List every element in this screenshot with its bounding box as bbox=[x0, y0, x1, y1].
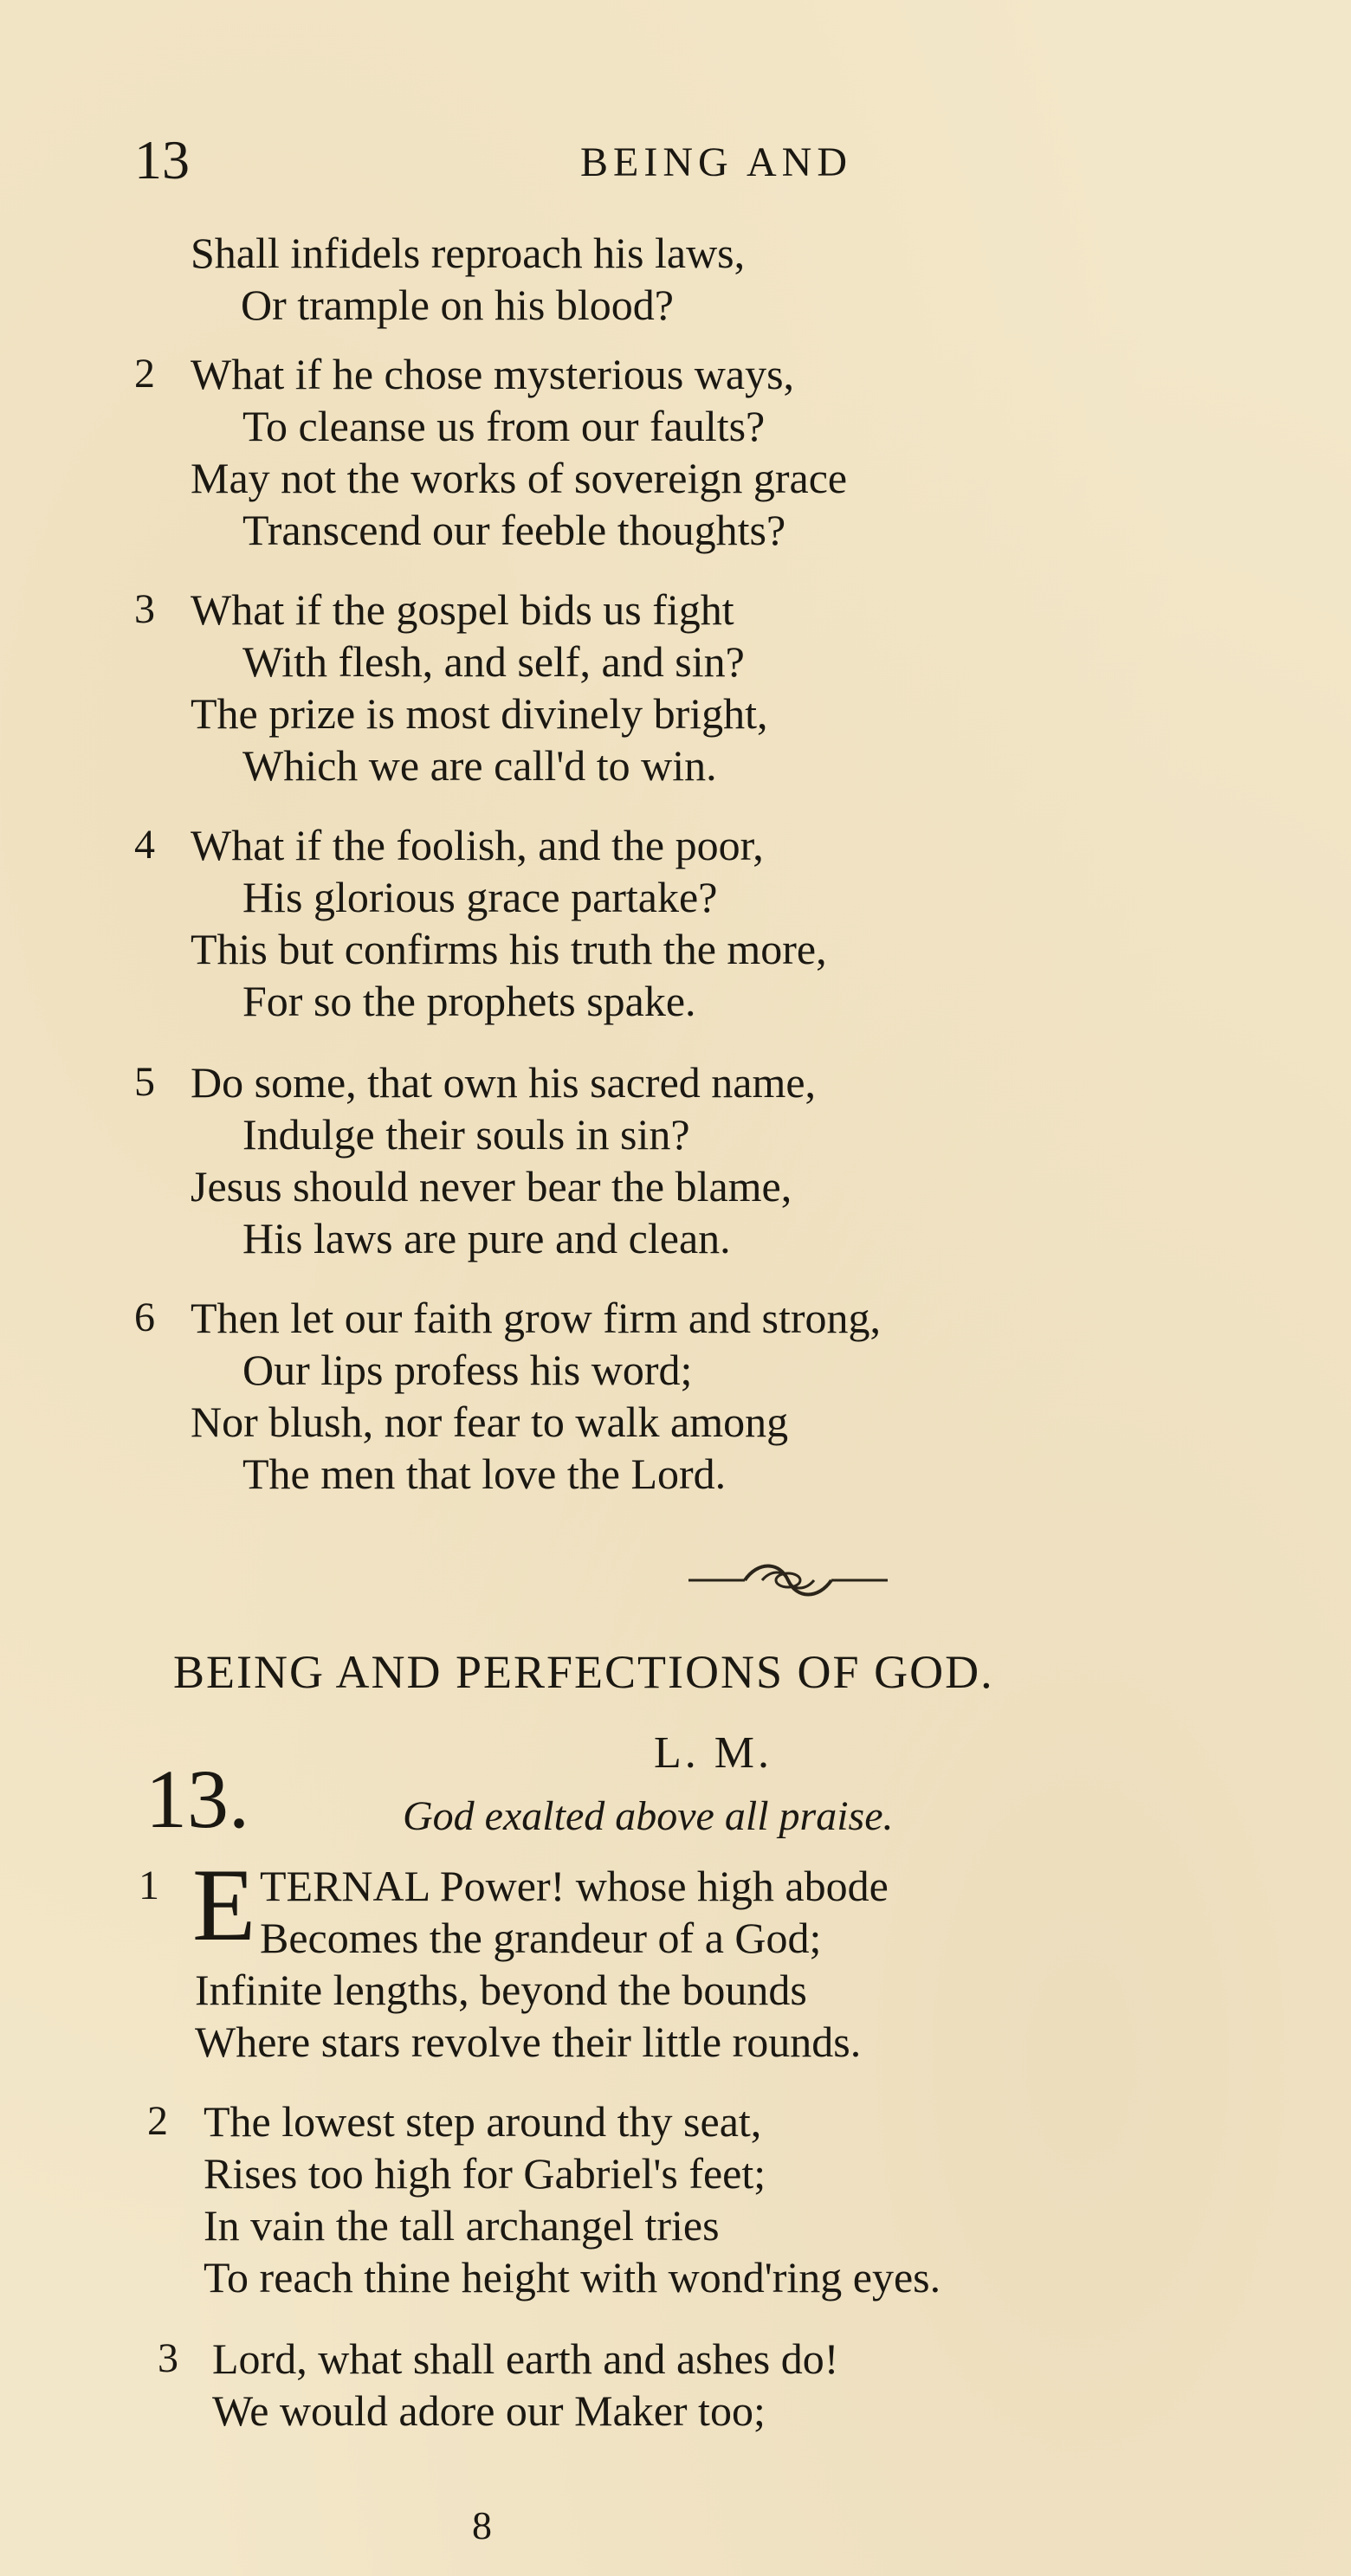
verse-line: What if he chose mysterious ways, bbox=[191, 350, 795, 398]
ornament-divider-icon bbox=[684, 1554, 892, 1606]
stanza-number: 1 bbox=[139, 1863, 159, 1908]
hymn-meter: L. M. bbox=[654, 1728, 772, 1778]
verse-line: May not the works of sovereign grace bbox=[191, 454, 848, 502]
page-number: 13 bbox=[134, 129, 190, 190]
verse-line: Infinite lengths, beyond the bounds bbox=[195, 1966, 807, 2014]
verse-line: In vain the tall archangel tries bbox=[204, 2201, 720, 2250]
verse-line: Indulge their souls in sin? bbox=[242, 1110, 690, 1159]
verse-line: Then let our faith grow firm and strong, bbox=[191, 1294, 882, 1342]
signature-mark: 8 bbox=[472, 2503, 492, 2547]
stanza-number: 4 bbox=[134, 822, 155, 868]
verse-line: His laws are pure and clean. bbox=[242, 1214, 731, 1262]
verse-line: Lord, what shall earth and ashes do! bbox=[212, 2334, 839, 2383]
stanza-number: 3 bbox=[134, 586, 155, 632]
verse-line: Rises too high for Gabriel's feet; bbox=[204, 2149, 766, 2198]
verse-line: Shall infidels reproach his laws, bbox=[191, 229, 746, 277]
verse-line: With flesh, and self, and sin? bbox=[242, 637, 745, 686]
stanza-number: 6 bbox=[134, 1294, 155, 1340]
verse-line: Do some, that own his sacred name, bbox=[191, 1058, 817, 1107]
stanza-number: 3 bbox=[158, 2335, 178, 2381]
verse-line: Where stars revolve their little rounds. bbox=[195, 2018, 862, 2066]
verse-line: Nor blush, nor fear to walk among bbox=[191, 1398, 789, 1446]
verse-line: Which we are call'd to win. bbox=[242, 741, 717, 790]
verse-line: To cleanse us from our faults? bbox=[242, 402, 766, 450]
verse-line: What if the foolish, and the poor, bbox=[191, 821, 764, 869]
verse-line: The lowest step around thy seat, bbox=[204, 2097, 762, 2146]
running-title: BEING AND bbox=[580, 139, 852, 185]
hymn-subtitle: God exalted above all praise. bbox=[403, 1793, 894, 1839]
verse-line: Becomes the grandeur of a God; bbox=[260, 1914, 822, 1962]
verse-line: TERNAL Power! whose high abode bbox=[260, 1862, 889, 1910]
verse-line: What if the gospel bids us fight bbox=[191, 585, 734, 634]
hymn-number: 13. bbox=[145, 1753, 249, 1845]
verse-line: The men that love the Lord. bbox=[242, 1449, 727, 1498]
verse-line: His glorious grace partake? bbox=[242, 873, 718, 921]
verse-line: This but confirms his truth the more, bbox=[191, 925, 827, 973]
verse-line: We would adore our Maker too; bbox=[212, 2386, 766, 2435]
verse-line: For so the prophets spake. bbox=[242, 977, 696, 1025]
section-title: BEING AND PERFECTIONS OF GOD. bbox=[173, 1646, 994, 1698]
verse-line: Transcend our feeble thoughts? bbox=[242, 506, 786, 554]
verse-line: Our lips profess his word; bbox=[242, 1346, 693, 1394]
verse-line: To reach thine height with wond'ring eyes. bbox=[204, 2253, 941, 2302]
verse-line: Jesus should never bear the blame, bbox=[191, 1162, 792, 1211]
stanza-number: 2 bbox=[134, 351, 155, 397]
verse-line: Or trample on his blood? bbox=[241, 281, 674, 329]
stanza-number: 2 bbox=[147, 2098, 168, 2144]
drop-cap: E bbox=[192, 1847, 256, 1962]
verse-line: The prize is most divinely bright, bbox=[191, 689, 768, 738]
stanza-number: 5 bbox=[134, 1059, 155, 1105]
